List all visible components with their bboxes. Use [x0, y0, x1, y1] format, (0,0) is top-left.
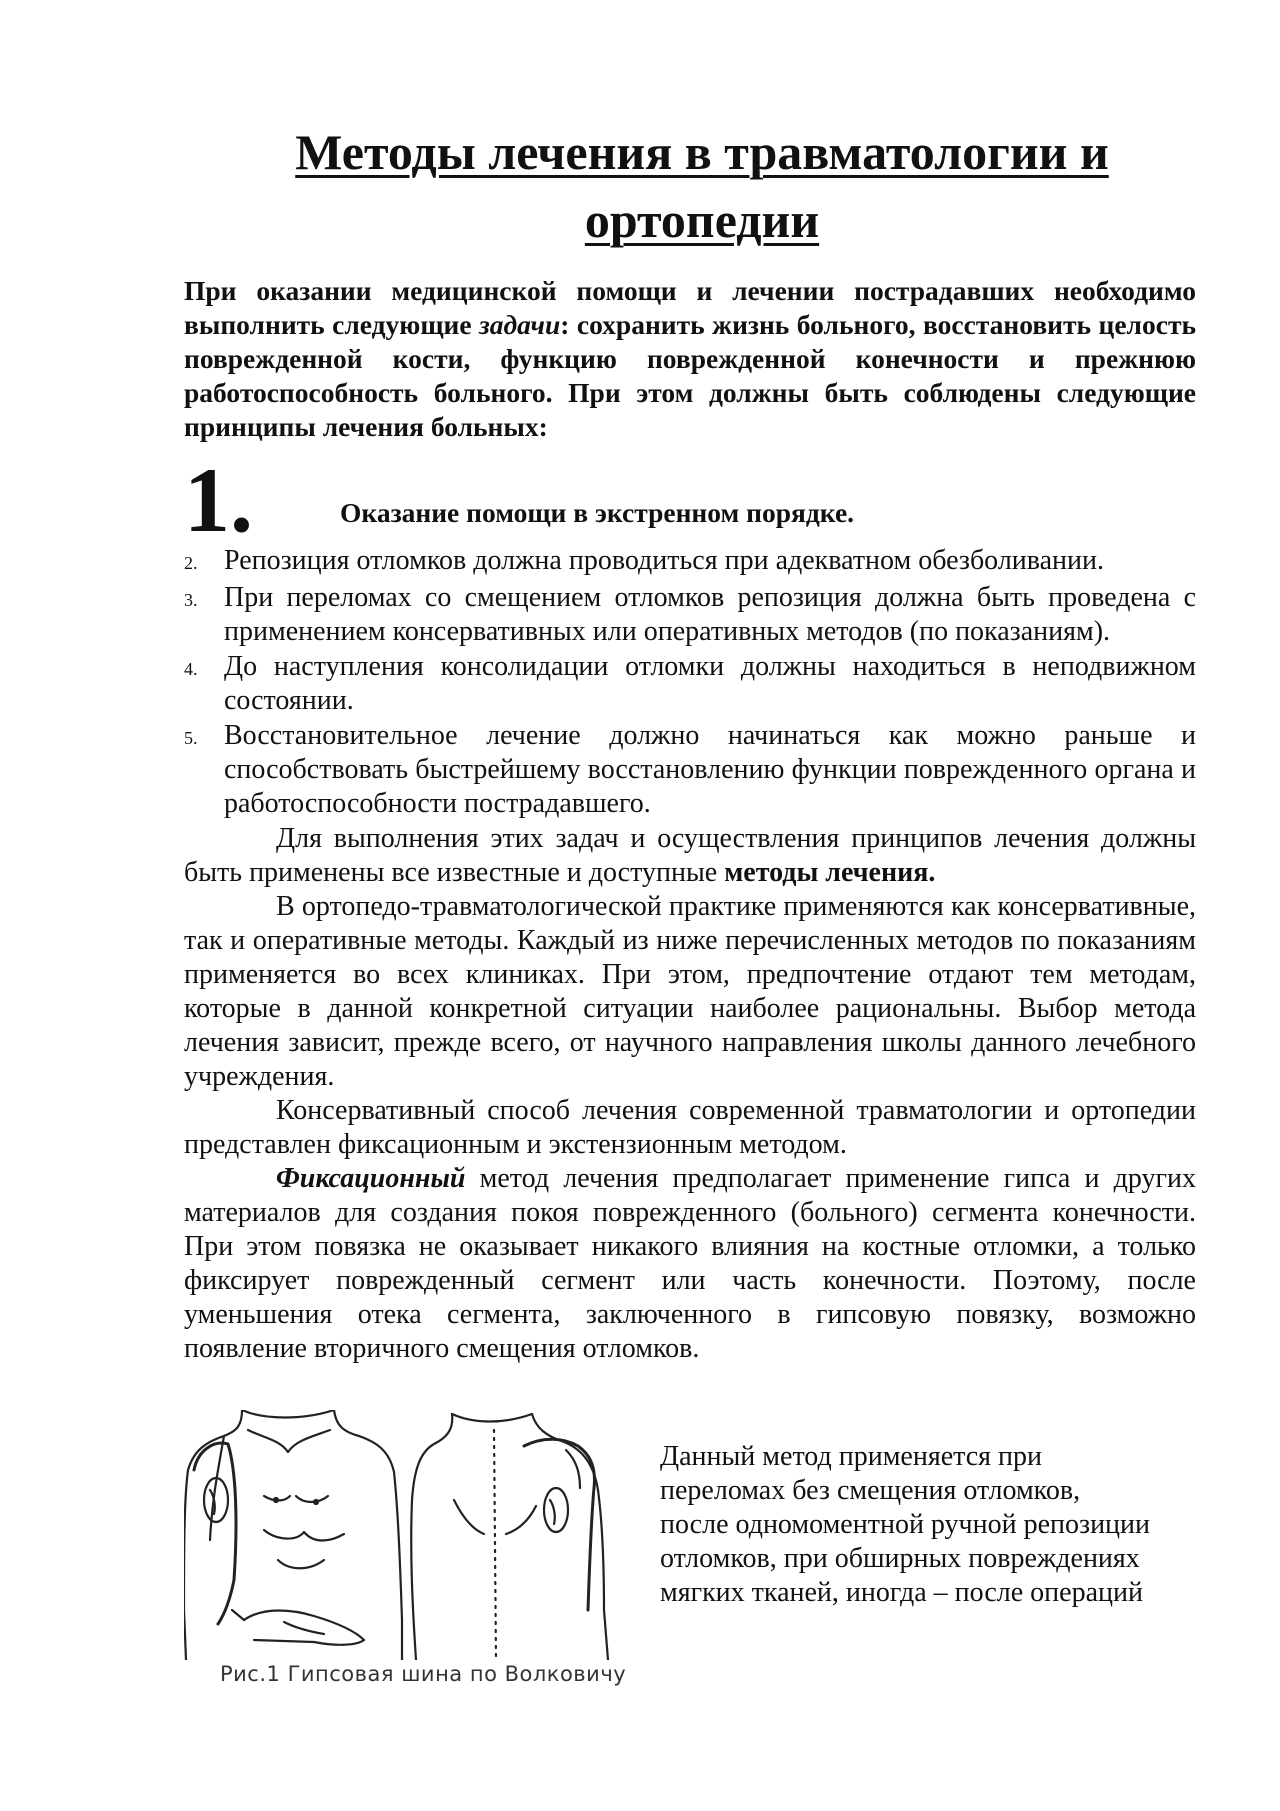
- indications-line-5: мягких тканей, иногда – после операций: [660, 1577, 1143, 1608]
- principle-text-5: Восстановительное лечение должно начинаться как можно раньше и способствовать быстрейшему восстановлению функции поврежденного органа и работоспособности пострадавшего.: [224, 720, 1196, 819]
- paragraph-methods-text: Для выполнения этих задач и осуществления принципов лечения должны быть применены все известные и доступные: [184, 823, 1196, 888]
- intro-text-part2: : сохранить жизнь больного, восстановить целость поврежденной кости, функцию поврежденной конечности и прежнюю работоспособность больного. При этом должны быть соблюдены следующие принципы лечения больных:: [184, 309, 1196, 442]
- principle-number-4: 4.: [184, 659, 198, 679]
- paragraph-methods: [184, 822, 1196, 890]
- paragraph-methods-bold: методы лечения.: [724, 857, 936, 888]
- figure-caption: Рис.1 Гипсовая шина по Волковичу: [220, 1662, 627, 1686]
- principle-text-4: До наступления консолидации отломки должны находиться в неподвижном состоянии.: [224, 651, 1196, 716]
- figure-volkovich-splint: [184, 1410, 654, 1700]
- principle-number-3: 3.: [184, 590, 198, 610]
- front-torso-figure: [184, 1410, 402, 1660]
- principle-number-5: 5.: [184, 728, 198, 748]
- page-title: [208, 118, 1196, 254]
- indications-line-3: после одномоментной ручной репозиции: [660, 1509, 1151, 1540]
- principle-item-5: [184, 719, 1196, 821]
- indications-line-1: Данный метод применяется при: [660, 1441, 1043, 1472]
- principle-item-1: [184, 449, 1196, 551]
- principles-list: [184, 544, 1196, 821]
- paragraph-conservative: Консервативный способ лечения современной травматологии и ортопедии представлен фиксационным и экстензионным методом.: [184, 1095, 1196, 1160]
- paragraph-fixation-text: метод лечения предполагает применение гипса и других материалов для создания покоя поврежденного (больного) сегмента конечности. При этом повязка не оказывает никакого влияния на костные отломки, а только фиксирует поврежденный сегмент или часть конечности. Поэтому, после уменьшения отека сегмента, заключенного в гипсовую повязку, возможно появление вторичного смещения отломков.: [184, 1163, 1196, 1364]
- principle-text-2: Репозиция отломков должна проводиться при адекватном обезболивании.: [224, 545, 1105, 576]
- principle-number-1: 1.: [184, 449, 253, 551]
- principle-item-2: [184, 544, 1196, 580]
- title-line-1: Методы лечения в травматологии и: [295, 124, 1109, 180]
- paragraph-fixation-term: Фиксационный: [276, 1163, 466, 1194]
- indications-line-4: отломков, при обширных повреждениях: [660, 1543, 1140, 1574]
- principle-number-2: 2.: [184, 553, 198, 573]
- principle-item-3: [184, 581, 1196, 649]
- principle-item-4: [184, 650, 1196, 718]
- intro-paragraph: [184, 274, 1196, 444]
- indications-line-2: переломах без смещения отломков,: [660, 1475, 1081, 1506]
- principle-text-3: При переломах со смещением отломков репозиция должна быть проведена с применением консервативных или оперативных методов (по показаниям).: [224, 582, 1196, 647]
- intro-emphasis: задачи: [479, 309, 561, 340]
- intro-text-part1: При оказании медицинской помощи и лечении пострадавших необходимо выполнить следующие: [184, 275, 1196, 340]
- principle-text-1: Оказание помощи в экстренном порядке.: [340, 497, 855, 528]
- paragraph-fixation: [184, 1162, 1196, 1366]
- torso-illustration: [184, 1410, 654, 1660]
- back-torso-figure: [411, 1414, 608, 1660]
- title-line-2: ортопедии: [584, 192, 820, 248]
- method-indications-text: [660, 1440, 1200, 1610]
- paragraph-practice: В ортопедо-травматологической практике применяются как консервативные, так и оперативные методы. Каждый из ниже перечисленных методов по показаниям применяется во всех клиниках. При этом, предпочтение отдают тем методам, которые в данной конкретной ситуации наиболее рациональны. Выбор метода лечения зависит, прежде всего, от научного направления школы данного лечебного учреждения.: [184, 891, 1196, 1092]
- document-body: [184, 118, 1196, 1366]
